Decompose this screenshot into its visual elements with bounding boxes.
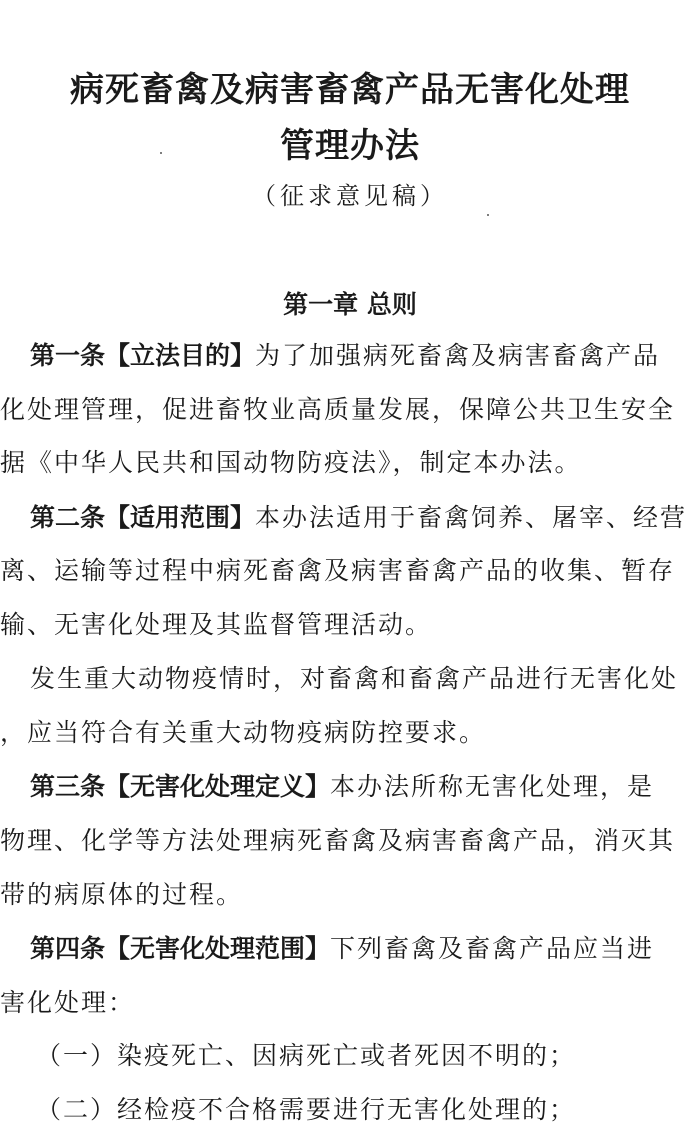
scan-speck [160,152,162,154]
article-4-text: 下列畜禽及畜禽产品应当进 [330,934,655,963]
document-title-line-2: 管理办法 [280,126,420,166]
article-2-line-1 [30,505,687,530]
article-4-heading: 第四条【无害化处理范围】 [30,934,331,963]
document-subtitle: （征求意见稿） [252,182,448,210]
article-2-paragraph-2-line-2: ，应当符合有关重大动物疫病防控要求。 [0,718,487,747]
article-1-line-2: 化处理管理，促进畜牧业高质量发展，保障公共卫生安全 [0,395,676,424]
article-1-line-1 [30,343,660,368]
article-3-line-2: 物理、化学等方法处理病死畜禽及病害畜禽产品，消灭其 [0,826,676,855]
article-2-paragraph-2-line-1: 发生重大动物疫情时，对畜禽和畜禽产品进行无害化处 [30,664,679,693]
article-3-line-3: 带的病原体的过程。 [0,880,244,909]
article-1-heading: 第一条【立法目的】 [30,341,256,370]
article-1-line-3: 据《中华人民共和国动物防疫法》，制定本办法。 [0,448,582,477]
scan-speck [487,214,489,216]
article-4-line-2: 害化处理： [0,988,136,1017]
article-3-line-1 [30,774,654,799]
article-4-item-2: （二）经检疫不合格需要进行无害化处理的； [36,1095,577,1124]
article-4-item-1: （一）染疫死亡、因病死亡或者死因不明的； [36,1041,577,1070]
article-3-text: 本办法所称无害化处理，是 [330,772,655,801]
article-2-line-3: 输、无害化处理及其监督管理活动。 [0,610,433,639]
article-2-text: 本办法适用于畜禽饲养、屠宰、经营 [255,503,688,532]
article-3-heading: 第三条【无害化处理定义】 [30,772,331,801]
chapter-heading: 第一章 总则 [283,290,417,319]
article-1-text: 为了加强病死畜禽及病害畜禽产品 [255,341,661,370]
article-4-line-1 [30,936,654,961]
article-2-line-2: 离、运输等过程中病死畜禽及病害畜禽产品的收集、暂存 [0,556,676,585]
document-title-line-1: 病死畜禽及病害畜禽产品无害化处理 [70,70,630,110]
article-2-heading: 第二条【适用范围】 [30,503,256,532]
